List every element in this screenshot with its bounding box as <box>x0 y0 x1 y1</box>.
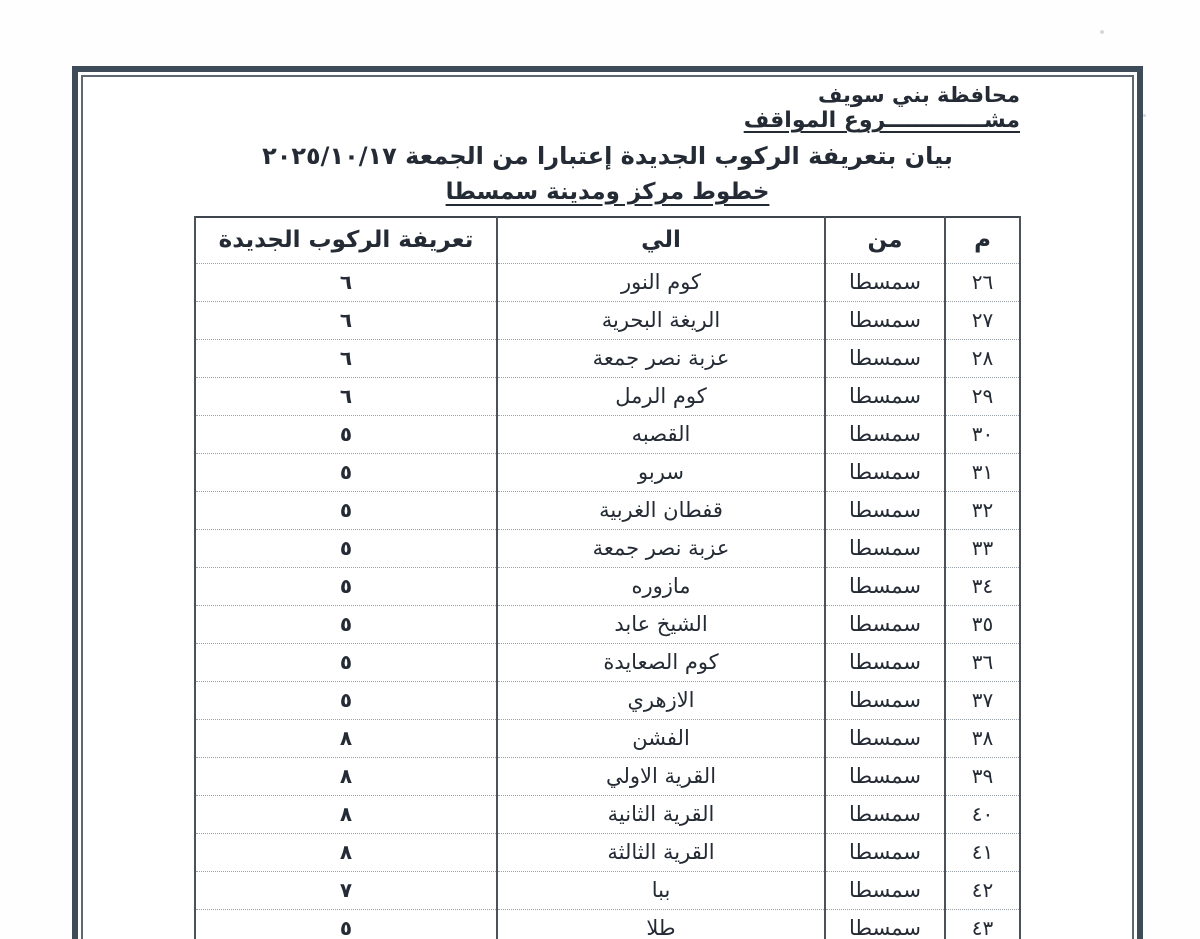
to-cell: الفشن <box>497 719 825 757</box>
to-cell: القرية الثالثة <box>497 833 825 871</box>
fare-table-body <box>195 263 1020 939</box>
row-number-cell: ٢٦ <box>945 263 1020 301</box>
table-row <box>195 909 1020 939</box>
to-cell: كوم الصعايدة <box>497 643 825 681</box>
tariff-cell: ٥ <box>195 567 497 605</box>
row-number-cell: ٣٢ <box>945 491 1020 529</box>
from-cell: سمسطا <box>825 909 945 939</box>
table-row <box>195 567 1020 605</box>
from-cell: سمسطا <box>825 377 945 415</box>
document-title: بيان بتعريفة الركوب الجديدة إعتبارا من الجمعة ٢٠٢٥/١٠/١٧ <box>262 141 953 170</box>
row-number-cell: ٣٦ <box>945 643 1020 681</box>
table-row <box>195 377 1020 415</box>
tariff-cell: ٥ <box>195 605 497 643</box>
from-cell: سمسطا <box>825 415 945 453</box>
table-row <box>195 605 1020 643</box>
table-row <box>195 795 1020 833</box>
to-cell: قفطان الغربية <box>497 491 825 529</box>
row-number-cell: ٣٧ <box>945 681 1020 719</box>
to-cell: الريغة البحرية <box>497 301 825 339</box>
row-number-cell: ٣١ <box>945 453 1020 491</box>
table-row <box>195 301 1020 339</box>
tariff-cell: ٦ <box>195 339 497 377</box>
row-number-cell: ٢٧ <box>945 301 1020 339</box>
from-cell: سمسطا <box>825 605 945 643</box>
page-border-frame <box>72 66 1143 939</box>
table-row <box>195 871 1020 909</box>
to-cell: عزبة نصر جمعة <box>497 339 825 377</box>
table-row <box>195 491 1020 529</box>
from-cell: سمسطا <box>825 643 945 681</box>
governorate-title: محافظة بني سويف <box>817 83 1020 107</box>
from-cell: سمسطا <box>825 871 945 909</box>
table-row <box>195 719 1020 757</box>
table-row <box>195 263 1020 301</box>
to-cell: كوم الرمل <box>497 377 825 415</box>
tariff-cell: ٨ <box>195 757 497 795</box>
row-number-cell: ٤١ <box>945 833 1020 871</box>
tariff-cell: ٥ <box>195 643 497 681</box>
to-cell: طلا <box>497 909 825 939</box>
table-row <box>195 681 1020 719</box>
table-row <box>195 833 1020 871</box>
to-cell: سربو <box>497 453 825 491</box>
fare-table-header <box>195 217 1020 264</box>
scan-dust-artifact <box>1100 30 1104 34</box>
row-number-cell: ٣٠ <box>945 415 1020 453</box>
row-number-cell: ٣٩ <box>945 757 1020 795</box>
column-header-from: من <box>825 217 945 264</box>
row-number-cell: ٣٨ <box>945 719 1020 757</box>
table-row <box>195 643 1020 681</box>
row-number-cell: ٤٠ <box>945 795 1020 833</box>
document-content <box>83 77 1132 939</box>
to-cell: مازوره <box>497 567 825 605</box>
tariff-cell: ٦ <box>195 377 497 415</box>
column-header-number: م <box>945 217 1020 264</box>
to-cell: القصبه <box>497 415 825 453</box>
to-cell: القرية الاولي <box>497 757 825 795</box>
document-subtitle: خطوط مركز ومدينة سمسطا <box>445 178 770 205</box>
from-cell: سمسطا <box>825 339 945 377</box>
column-header-tariff: تعريفة الركوب الجديدة <box>195 217 497 264</box>
row-number-cell: ٣٣ <box>945 529 1020 567</box>
row-number-cell: ٢٨ <box>945 339 1020 377</box>
table-row <box>195 339 1020 377</box>
tariff-cell: ٦ <box>195 301 497 339</box>
row-number-cell: ٤٢ <box>945 871 1020 909</box>
table-row <box>195 453 1020 491</box>
table-row <box>195 757 1020 795</box>
from-cell: سمسطا <box>825 453 945 491</box>
scan-dust-artifact <box>1143 114 1146 117</box>
from-cell: سمسطا <box>825 491 945 529</box>
tariff-cell: ٥ <box>195 453 497 491</box>
tariff-cell: ٥ <box>195 681 497 719</box>
from-cell: سمسطا <box>825 681 945 719</box>
tariff-cell: ٥ <box>195 415 497 453</box>
to-cell: الازهري <box>497 681 825 719</box>
tariff-cell: ٧ <box>195 871 497 909</box>
to-cell: الشيخ عابد <box>497 605 825 643</box>
to-cell: كوم النور <box>497 263 825 301</box>
tariff-cell: ٨ <box>195 795 497 833</box>
tariff-cell: ٥ <box>195 909 497 939</box>
project-title: مشـــــــــــــروع المواقف <box>743 108 1020 134</box>
row-number-cell: ٢٩ <box>945 377 1020 415</box>
row-number-cell: ٣٥ <box>945 605 1020 643</box>
header-row <box>195 217 1020 264</box>
from-cell: سمسطا <box>825 719 945 757</box>
table-row <box>195 529 1020 567</box>
table-row <box>195 415 1020 453</box>
row-number-cell: ٣٤ <box>945 567 1020 605</box>
to-cell: عزبة نصر جمعة <box>497 529 825 567</box>
from-cell: سمسطا <box>825 263 945 301</box>
from-cell: سمسطا <box>825 833 945 871</box>
from-cell: سمسطا <box>825 795 945 833</box>
from-cell: سمسطا <box>825 529 945 567</box>
to-cell: القرية الثانية <box>497 795 825 833</box>
fare-table <box>194 216 1021 939</box>
column-header-to: الي <box>497 217 825 264</box>
from-cell: سمسطا <box>825 567 945 605</box>
tariff-cell: ٨ <box>195 719 497 757</box>
to-cell: ببا <box>497 871 825 909</box>
row-number-cell: ٤٣ <box>945 909 1020 939</box>
from-cell: سمسطا <box>825 757 945 795</box>
tariff-cell: ٦ <box>195 263 497 301</box>
tariff-cell: ٥ <box>195 529 497 567</box>
page-border-frame-inner <box>81 75 1134 939</box>
from-cell: سمسطا <box>825 301 945 339</box>
tariff-cell: ٥ <box>195 491 497 529</box>
tariff-cell: ٨ <box>195 833 497 871</box>
